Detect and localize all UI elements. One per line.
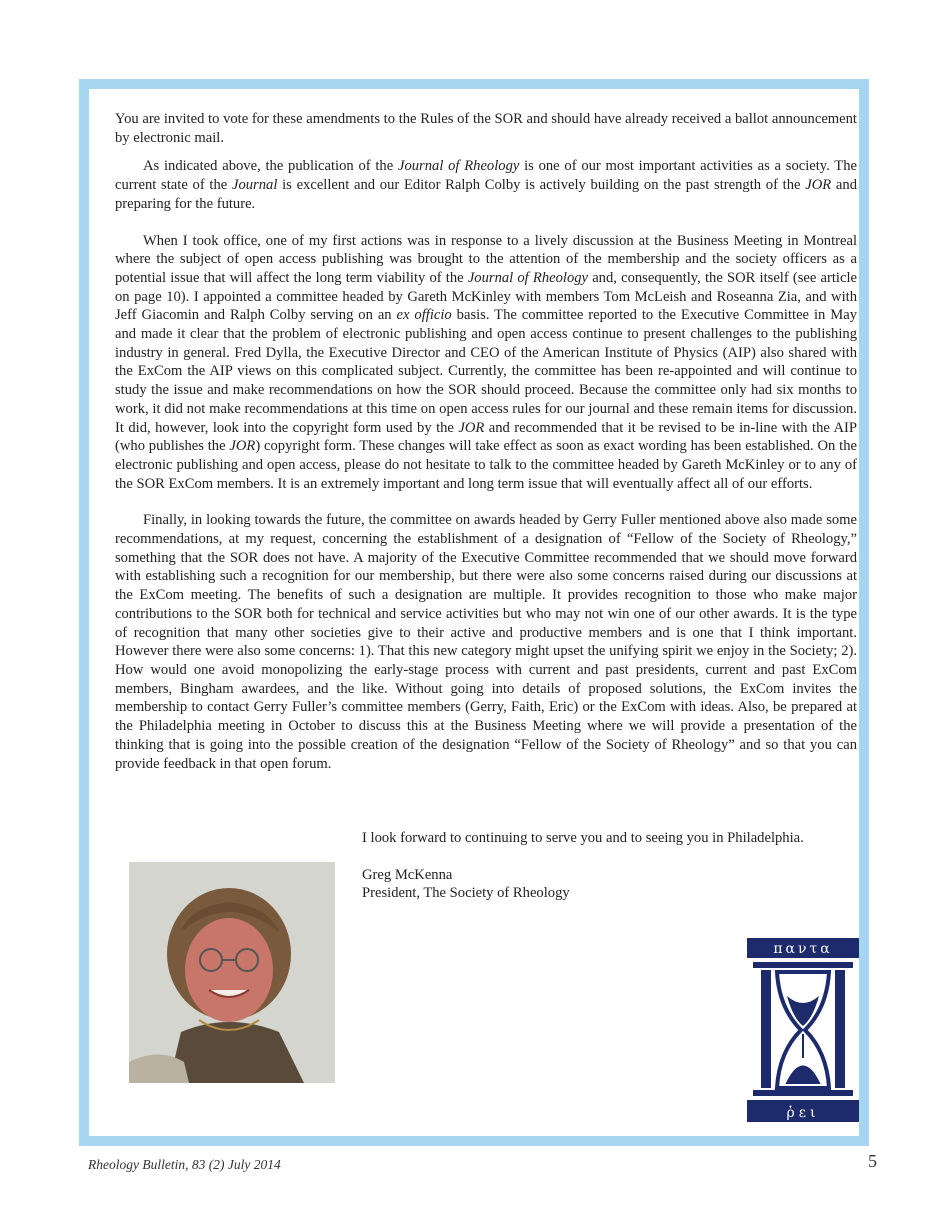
emblem-bottom-text: ῥει [786,1105,820,1121]
president-portrait-photo [129,862,335,1083]
signature-name: Greg McKenna [362,866,453,883]
paragraph-open-access: When I took office, one of my first actions was in response to a lively discussion at the Business Meeting in Montreal where the subject of open access publishing was brought to the attention of the membership and the society officers as a potential issue that will affect the long term viability of the Journal of Rheology and, consequently, the SOR itself (see article on page 10). I appointed a committee headed by Gareth McKinley with members Tom McLeish and Roseanna Zia, and with Jeff Giacomin and Ralph Colby serving on an ex officio basis. The committee reported to the Executive Committee in May and made it clear that the problem of electronic publishing and open access continue to present challenges to the publishing industry in general. Fred Dylla, the Executive Director and CEO of the American Institute of Physics (AIP) also shared with the ExCom the AIP views on this complicated subject. Currently, the committee has been re-appointed and will continue to study the issue and make recommendations on how the SOR should proceed. Because the committee only had six months to work, it did not make recommendations at this time on open access rules for our journal and these remain items for discussion. It did, however, look into the copyright form used by the JOR and recommended that it be revised to be in-line with the AIP (who publishes the JOR) copyright form. These changes will take effect as soon as exact wording has been established. On the electronic publishing and open access, please do not hesitate to talk to the committee headed by Gareth McKinley or to any of the SOR ExCom members. It is an extremely important and long term issue that will eventually affect all of our efforts. [115,232,857,492]
article-body [115,110,857,773]
paragraph-ballot: You are invited to vote for these amendments to the Rules of the SOR and should have already received a ballot announcement by electronic mail. [115,111,857,146]
paragraph-fellows: Finally, in looking towards the future, the committee on awards headed by Gerry Fuller mentioned above also made some recommendations, at my request, concerning the establishment of a designation of “Fellow of the Society of Rheology,” something that the SOR does not have. A majority of the Executive Committee recommended that we should move forward with establishing such a recognition for our membership, but there were also some concerns raised during our discussions at the ExCom meeting. The benefits of such a designation are multiple. It provides recognition to those who make major contributions to the SOR both for technical and service activities but who may not win one of our other awards. It is the type of recognition that many other societies give to their active and productive members and is one that I think important. However there were also some concerns: 1). That this new category might upset the unifying spirit we enjoy in the Society; 2). How would one avoid monopolizing the early-stage process with current and past presidents, current and past ExCom members, Bingham awardees, and the like. Without going into details of proposed solutions, the ExCom invites the membership to contact Gerry Fuller’s committee members (Gerry, Faith, Eric) or the ExCom with ideas. Also, be prepared at the Philadelphia meeting in October to discuss this at the Business Meeting where we will provide a presentation of the thinking that is going into the possible creation of the designation “Fellow of the Society of Rheology” and so that you can provide feedback in that open forum. [115,512,857,772]
closing-block [362,829,842,903]
signature-title: President, The Society of Rheology [362,885,570,902]
page-number: 5 [868,1151,877,1171]
footer-citation: Rheology Bulletin, 83 (2) July 2014 [88,1157,281,1172]
closing-line: I look forward to continuing to serve you and to seeing you in Philadelphia. [362,830,804,846]
society-emblem-logo [747,938,859,1124]
hourglass-emblem-icon [747,938,859,1124]
emblem-top-text: παντα [773,941,833,957]
paragraph-journal: As indicated above, the publication of the Journal of Rheology is one of our most important activities as a society. The current state of the Journal is excellent and our Editor Ralph Colby is actively building on the past strength of the JOR and preparing for the future. [115,158,857,212]
content-frame [79,79,869,1146]
portrait-illustration [129,862,335,1083]
